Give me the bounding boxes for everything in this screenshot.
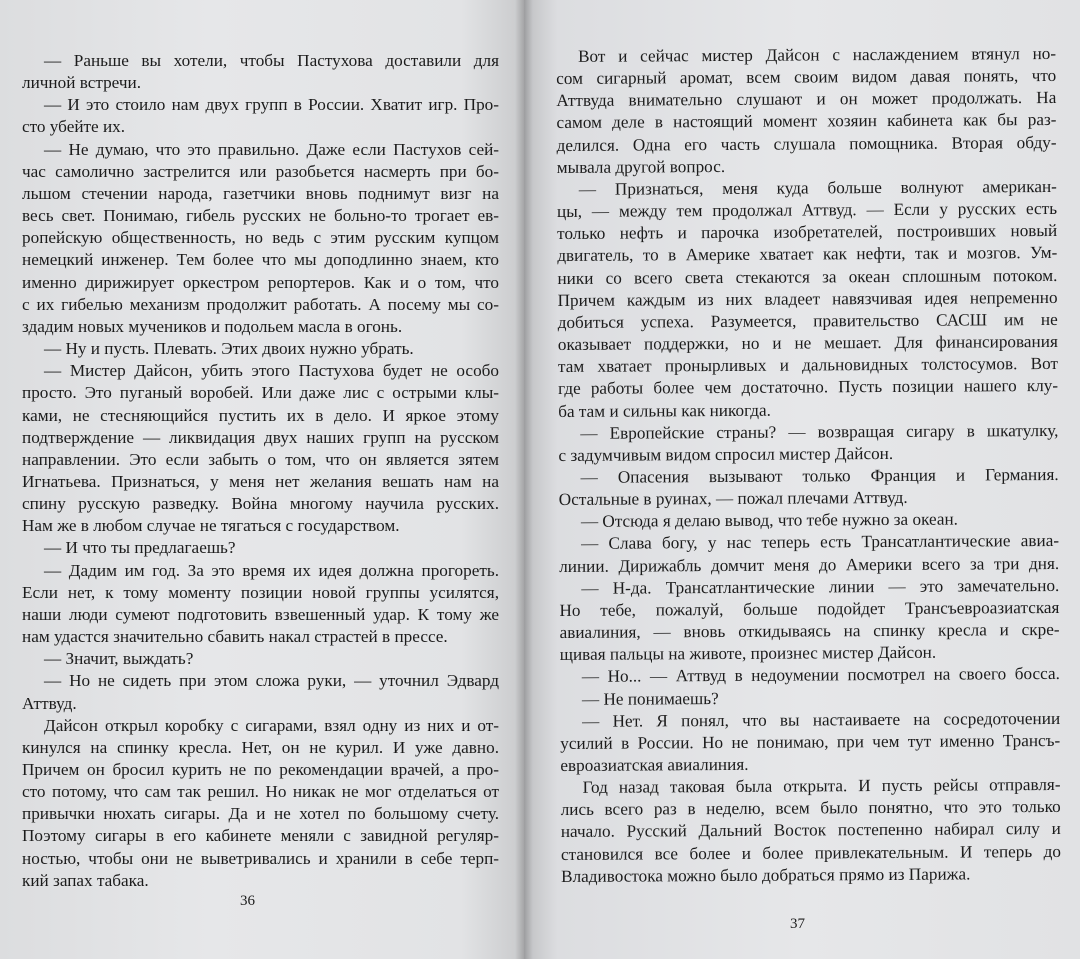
text-line: — Признаться, меня куда больше волнуют американ- [578,176,1057,199]
text-line: сто убейте их. [22,117,126,137]
text-line: Но тебе, пожалуй, больше подойдет Трансъевроазиатская [559,597,1060,620]
text-line: немецкий инженер. Тем более что мы доподлинно знаем, кто [22,250,499,270]
text-line: — Н-да. Трансатлантические линии — это замечательно. [581,575,1060,598]
text-line: Остальные в руинах, — пожал плечами Аттвуд. [558,487,908,510]
text-line: где работы более чем достаточно. Пусть позиции нашего клу- [558,376,1059,399]
text-line: сом сигарный аромат, всем своим видом давая понять, что [556,66,1057,89]
text-line: делился. Одна его часть слушала помощника. Вторая обду- [556,132,1057,155]
text-line: Вот и сейчас мистер Дайсон с наслаждением втянул но- [578,43,1057,66]
text-line: — Но не сидеть при этом сложа руки, — уточнил Эдвард [44,671,499,691]
text-line: — Слава богу, у нас теперь есть Трансатлантические авиа- [580,531,1060,554]
book-gutter [515,0,533,959]
text-line: сто потому, что сам так решил. Но никак не мог отделаться от [22,782,499,802]
text-line: кинулся на спинку кресла. Нет, он не курил. И уже давно. [22,737,499,757]
text-line: именно дирижирует оркестром репортеров. Как и о том, что [22,272,499,292]
text-line: кий запах табака. [22,870,149,890]
text-line: ропейскую общественность, но ведь с этим русским купцом [22,228,499,248]
text-line: Год назад таковая была открыта. И пусть рейсы отправля- [582,775,1061,798]
text-line: двигатель, то в Америке хватает как нефти, так и мозгов. Ум- [557,243,1058,266]
text-line: самом деле в настоящий момент хозяин кабинета как бы раз- [556,110,1057,133]
text-line: весь свет. Понимаю, гибель русских не больно-то трогает ев- [22,206,499,226]
text-line: Аттвуд. [22,693,77,713]
text-line: — Но... — Аттвуд в недоумении посмотрел на своего босса. [581,664,1060,687]
text-line: — Нет. Я понял, что вы настаиваете на сосредоточении [582,708,1061,731]
text-line: направлении. Это если забыть о том, что он является зятем [22,449,499,469]
text-line: — Европейские страны? — возвращая сигару в шкатулку, [580,420,1059,443]
text-line: льшом стечении народа, газетчики вновь поднимут визг на [22,183,499,203]
text-line: евроазиатская авиалиния. [560,754,749,775]
text-line: становился все более и более привлекательным. И теперь до [560,841,1061,864]
text-line: ники со всего света стекаются за океан сплошным потоком. [557,265,1058,288]
text-line: — И что ты предлагаешь? [44,538,236,558]
right-page [524,0,1080,959]
text-line: Игнатьева. Признаться, у меня нет желания вешать нам на [22,471,499,491]
text-line: только нефть и парочка изобретателей, построивших новый [557,221,1058,244]
text-line: добиться успеха. Разумеется, правительство САСШ им не [557,309,1058,332]
text-line: подтверждение — ликвидация двух наших групп на русском [22,427,499,447]
text-line: ба там и сильны как никогда. [558,400,771,421]
text-line: Причем каждым из них владеет навязчивая идея непременно [557,287,1058,310]
text-line: цы, — между тем продолжал Аттвуд. — Если у русских есть [556,199,1058,222]
text-line: наши люди сумеют подготовить взвешенный удар. К тому же [22,604,499,624]
left-page-text [22,50,499,892]
text-line: Поэтому сигары в его кабинете меняли с завидной регуляр- [22,826,499,846]
text-line: линии. Дирижабль домчит меня до Америки всего за три дня. [559,553,1060,576]
text-line: — Мистер Дайсон, убить этого Пастухова будет не особо [44,361,499,381]
text-line: просто. Это пуганый воробей. Или даже лис с острыми клы- [22,383,499,403]
text-line: ностью, чтобы они не выветривались и хранили в себе терп- [22,848,499,868]
text-line: Если нет, к тому моменту позиции новой группы усилятся, [22,582,499,602]
text-line: спину русскую разведку. Война многому научила русских. [22,494,499,514]
right-page-text [556,43,1061,888]
text-line: — Раньше вы хотели, чтобы Пастухова доставили для [44,51,499,70]
text-line: нам удастся значительно сбавить накал страстей в прессе. [22,627,448,647]
text-line: — Не думаю, что это правильно. Даже если Пастухов сей- [44,139,499,159]
text-line: с задумчивым видом спросил мистер Дайсон. [558,443,894,465]
text-line: — Дадим им год. За это время их идея должна прогореть. [44,560,499,580]
text-line: — Не понимаешь? [581,688,719,709]
text-line: привычки нюхать сигары. Да и не хотел по большому счету. [22,804,499,824]
text-line: авиалиния, — вновь откидываясь на спинку кресла и скре- [559,619,1060,643]
text-line: Аттвуда внимательно слушают и он может продолжать. На [556,88,1057,111]
text-line: оказывает поддержки, но и не мешает. Для финансирования [557,331,1058,355]
text-line: — Опасения вызывают только Франция и Германия. [580,464,1059,487]
text-line: лись всего раз в неделю, всем было понятно, что это только [560,797,1061,820]
text-line: начало. Русский Дальний Восток постепенно набирал силу и [560,819,1061,842]
text-line: здадим новых мучеников и подольем масла в огонь. [22,316,403,336]
text-line: — Отсюда я делаю вывод, что тебе нужно за океан. [580,509,958,532]
text-line: Причем он бросил курить не по рекомендации врачей, а про- [22,760,499,779]
text-line: с их гибелью механизм продолжит работать. А посему мы со- [22,294,499,314]
text-line: личной встречи. [22,73,142,93]
left-page-number: 36 [240,893,255,909]
text-line: усилий в России. Но не понимаю, при чем тут именно Трансъ- [560,730,1061,753]
text-line: там хватает пронырливых и дальновидных толстосумов. Вот [557,354,1059,377]
text-line: щивая пальцы на животе, произнес мистер Дайсон. [559,642,937,665]
text-line: Владивостока можно было добраться прямо из Парижа. [561,864,971,886]
text-line: — И это стоило нам двух групп в России. Хватит игр. Про- [44,95,499,115]
right-page-number: 37 [790,916,805,932]
text-line: — Значит, выждать? [44,649,194,669]
text-line: ками, не стесняющийся пустить их в дело. И яркое этому [22,405,499,425]
text-line: час самолично застрелится или разобьется насмерть при бо- [22,161,499,181]
left-page [0,0,524,959]
text-line: мывала другой вопрос. [556,156,726,177]
text-line: Дайсон открыл коробку с сигарами, взял одну из них и от- [44,715,499,735]
text-line: Нам же в любом случае не тягаться с государством. [22,516,400,536]
text-line: — Ну и пусть. Плевать. Этих двоих нужно убрать. [44,339,414,359]
